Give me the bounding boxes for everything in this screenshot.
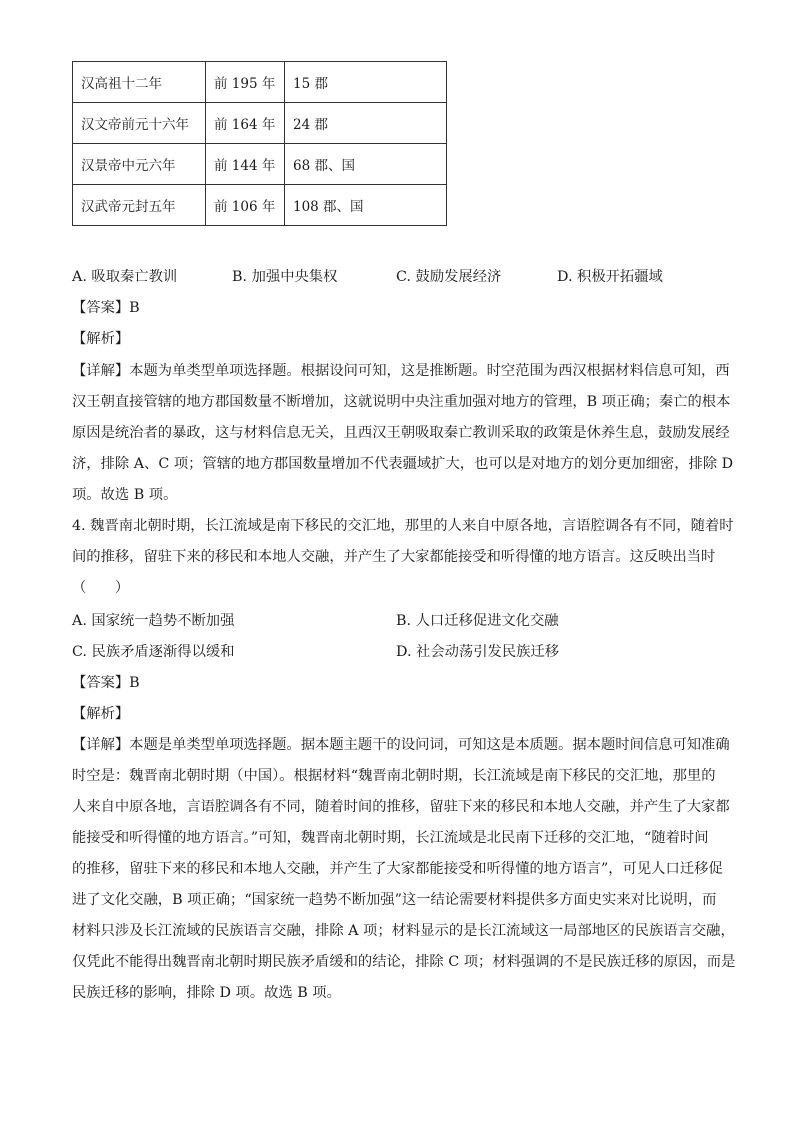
q3-analysis-label: 【解析】 — [72, 331, 130, 347]
q4-analysis-label: 【解析】 — [72, 706, 130, 722]
table-cell: 108 郡、国 — [285, 185, 447, 226]
table-cell: 汉武帝元封五年 — [73, 185, 206, 226]
q4-answer: 【答案】B — [72, 675, 140, 691]
text-line: 材料只涉及长江流域的民族语言交融，排除 A 项；材料显示的是长江流域这一局部地区的民族语言交融， — [72, 923, 735, 939]
table-cell: 汉高祖十二年 — [73, 62, 206, 103]
table-row — [73, 103, 447, 144]
text-line: 时空是：魏晋南北朝时期（中国）。根据材料“魏晋南北朝时期，长江流域是南下移民的交汇地，那里的 — [72, 768, 716, 784]
text-line: 项。故选 B 项。 — [72, 487, 178, 503]
table-row — [73, 185, 447, 226]
table-cell: 68 郡、国 — [285, 144, 447, 185]
commandery-table — [72, 61, 447, 226]
q4-option-a: A. 国家统一趋势不断加强 — [72, 613, 235, 629]
text-line: 民族迁移的影响，排除 D 项。故选 B 项。 — [72, 985, 341, 1001]
table-row — [73, 144, 447, 185]
q4-option-d: D. 社会动荡引发民族迁移 — [396, 644, 560, 660]
q3-option-a: A. 吸取秦亡教训 — [72, 269, 178, 285]
text-line: 进了文化交融，B 项正确；“国家统一趋势不断加强”这一结论需要材料提供多方面史实来对比说明，而 — [72, 892, 717, 908]
q3-detail — [72, 361, 734, 516]
q4-option-b: B. 人口迁移促进文化交融 — [396, 613, 559, 629]
table-cell: 前 106 年 — [206, 185, 285, 226]
text-line: 间的推移，留驻下来的移民和本地人交融，并产生了大家都能接受和听得懂的地方语言。这反映出当时 — [72, 549, 716, 565]
q4-stem — [72, 516, 734, 609]
table-cell: 汉文帝前元十六年 — [73, 103, 206, 144]
text-line: 【详解】本题为单类型单项选择题。根据设问可知，这是推断题。时空范围为西汉根据材料信息可知，西 — [72, 363, 730, 379]
text-line: （ ） — [72, 580, 130, 596]
text-line: 能接受和听得懂的地方语言。”可知，魏晋南北朝时期，长江流域是北民南下迁移的交汇地，“随着时间 — [72, 830, 709, 846]
q3-answer: 【答案】B — [72, 300, 140, 316]
table-cell: 24 郡 — [285, 103, 447, 144]
q4-detail — [72, 735, 736, 1014]
text-line: 人来自中原各地，言语腔调各有不同，随着时间的推移，留驻下来的移民和本地人交融，并产生了大家都 — [72, 799, 730, 815]
q3-option-d: D. 积极开拓疆域 — [557, 269, 663, 285]
text-line: 济，排除 A、C 项；管辖的地方郡国数量增加不代表疆域扩大，也可以是对地方的划分更加细密，排除 D — [72, 456, 734, 472]
text-line: 原因是统治者的暴政，这与材料信息无关，且西汉王朝吸取秦亡教训采取的政策是休养生息，鼓励发展经 — [72, 425, 730, 441]
q4-option-c: C. 民族矛盾逐渐得以缓和 — [72, 644, 235, 660]
table-row — [73, 62, 447, 103]
text-line: 【详解】本题是单类型单项选择题。据本题主题干的设问词，可知这是本质题。据本题时间信息可知准确 — [72, 737, 730, 753]
text-line: 的推移，留驻下来的移民和本地人交融，并产生了大家都能接受和听得懂的地方语言”，可见人口迁移促 — [72, 861, 723, 877]
table-cell: 前 144 年 — [206, 144, 285, 185]
table-cell: 15 郡 — [285, 62, 447, 103]
q3-option-b: B. 加强中央集权 — [232, 269, 338, 285]
text-line: 汉王朝直接管辖的地方郡国数量不断增加，这就说明中央注重加强对地方的管理，B 项正确；秦亡的根本 — [72, 394, 731, 410]
table-cell: 前 164 年 — [206, 103, 285, 144]
table-cell: 汉景帝中元六年 — [73, 144, 206, 185]
table-cell: 前 195 年 — [206, 62, 285, 103]
text-line: 仅凭此不能得出魏晋南北朝时期民族矛盾缓和的结论，排除 C 项；材料强调的不是民族迁移的原因，而是 — [72, 954, 736, 970]
text-line: 4. 魏晋南北朝时期，长江流域是南下移民的交汇地，那里的人来自中原各地，言语腔调各有不同，随着时 — [72, 518, 734, 534]
q3-option-c: C. 鼓励发展经济 — [396, 269, 502, 285]
